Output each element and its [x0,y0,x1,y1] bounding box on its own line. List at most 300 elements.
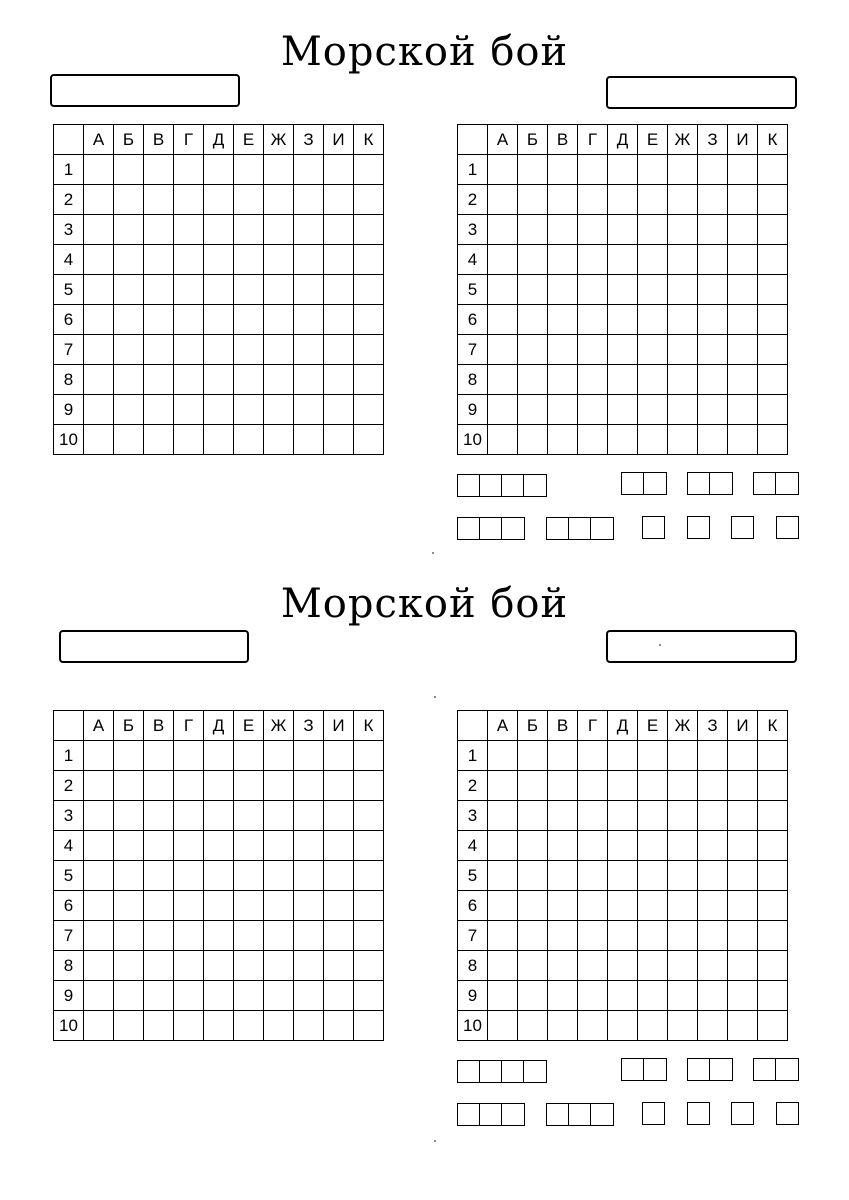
board-cell[interactable] [144,335,174,365]
board-cell[interactable] [638,861,668,891]
board-cell[interactable] [354,771,384,801]
board-cell[interactable] [518,1011,548,1041]
board-cell[interactable] [264,275,294,305]
board-cell[interactable] [204,365,234,395]
board-cell[interactable] [608,1011,638,1041]
board-cell[interactable] [758,335,788,365]
board-cell[interactable] [518,155,548,185]
board-cell[interactable] [668,245,698,275]
board-cell[interactable] [638,951,668,981]
board-cell[interactable] [758,861,788,891]
board-cell[interactable] [488,771,518,801]
board-cell[interactable] [758,801,788,831]
board-cell[interactable] [144,365,174,395]
board-cell[interactable] [114,395,144,425]
board-cell[interactable] [488,951,518,981]
board-cell[interactable] [518,981,548,1011]
board-cell[interactable] [758,395,788,425]
board-cell[interactable] [608,395,638,425]
board-cell[interactable] [638,891,668,921]
board-cell[interactable] [264,1011,294,1041]
board-cell[interactable] [324,365,354,395]
ship-deck[interactable] [502,475,524,496]
board-cell[interactable] [234,365,264,395]
board-cell[interactable] [488,245,518,275]
board-cell[interactable] [638,425,668,455]
board-cell[interactable] [488,801,518,831]
board-cell[interactable] [548,245,578,275]
board-cell[interactable] [548,305,578,335]
ship-marker-destroyer[interactable] [621,1058,667,1081]
board-cell[interactable] [668,1011,698,1041]
board-cell[interactable] [354,1011,384,1041]
board-cell[interactable] [294,365,324,395]
ship-deck[interactable] [569,1104,591,1125]
board-cell[interactable] [728,771,758,801]
board-cell[interactable] [324,1011,354,1041]
board-cell[interactable] [548,771,578,801]
board-cell[interactable] [294,891,324,921]
board-cell[interactable] [324,861,354,891]
board-cell[interactable] [608,215,638,245]
board-cell[interactable] [84,951,114,981]
board-cell[interactable] [698,741,728,771]
board-cell[interactable] [84,395,114,425]
board-cell[interactable] [518,365,548,395]
board-cell[interactable] [638,245,668,275]
board-cell[interactable] [638,831,668,861]
board-cell[interactable] [324,275,354,305]
ship-marker-destroyer[interactable] [753,1058,799,1081]
board-cell[interactable] [114,215,144,245]
board-cell[interactable] [264,831,294,861]
board-cell[interactable] [728,1011,758,1041]
board-cell[interactable] [578,741,608,771]
board-cell[interactable] [578,801,608,831]
board-cell[interactable] [608,335,638,365]
ship-deck[interactable] [458,1104,480,1125]
ship-marker-submarine[interactable] [642,516,665,539]
ship-marker-cruiser[interactable] [546,517,614,540]
board-cell[interactable] [324,335,354,365]
board-cell[interactable] [488,275,518,305]
board-cell[interactable] [174,305,204,335]
board-cell[interactable] [324,801,354,831]
ship-deck[interactable] [524,475,546,496]
board-cell[interactable] [234,245,264,275]
board-cell[interactable] [488,891,518,921]
board-cell[interactable] [144,861,174,891]
board-cell[interactable] [668,365,698,395]
board-cell[interactable] [578,951,608,981]
board-cell[interactable] [264,921,294,951]
board-cell[interactable] [84,771,114,801]
board-cell[interactable] [518,215,548,245]
board-cell[interactable] [354,185,384,215]
board-cell[interactable] [728,981,758,1011]
board-cell[interactable] [578,305,608,335]
board-cell[interactable] [354,801,384,831]
board-cell[interactable] [114,921,144,951]
board-cell[interactable] [324,215,354,245]
board-cell[interactable] [234,275,264,305]
ship-deck[interactable] [591,518,613,539]
board-cell[interactable] [144,395,174,425]
board-cell[interactable] [578,771,608,801]
board-cell[interactable] [548,155,578,185]
board-cell[interactable] [114,861,144,891]
board-cell[interactable] [698,215,728,245]
board-cell[interactable] [204,861,234,891]
board-cell[interactable] [84,921,114,951]
board-cell[interactable] [698,365,728,395]
board-cell[interactable] [84,275,114,305]
ship-deck[interactable] [480,1061,502,1082]
board-cell[interactable] [728,801,758,831]
board-cell[interactable] [114,771,144,801]
board-cell[interactable] [488,365,518,395]
board-cell[interactable] [324,771,354,801]
board-cell[interactable] [578,921,608,951]
board-cell[interactable] [518,275,548,305]
board-cell[interactable] [174,771,204,801]
board-cell[interactable] [728,425,758,455]
board-cell[interactable] [264,215,294,245]
board-cell[interactable] [668,395,698,425]
board-cell[interactable] [668,771,698,801]
board-cell[interactable] [204,831,234,861]
board-cell[interactable] [174,335,204,365]
board-cell[interactable] [114,155,144,185]
board-cell[interactable] [758,155,788,185]
board-cell[interactable] [144,215,174,245]
board-cell[interactable] [174,741,204,771]
board-cell[interactable] [354,891,384,921]
board-cell[interactable] [294,185,324,215]
board-cell[interactable] [234,741,264,771]
board-cell[interactable] [728,891,758,921]
board-cell[interactable] [638,981,668,1011]
ship-deck[interactable] [480,1104,502,1125]
ship-deck[interactable] [644,1059,666,1080]
board-cell[interactable] [174,981,204,1011]
board-cell[interactable] [204,335,234,365]
board-cell[interactable] [234,921,264,951]
board-cell[interactable] [638,305,668,335]
board-cell[interactable] [518,831,548,861]
board-cell[interactable] [144,801,174,831]
board-cell[interactable] [758,425,788,455]
board-cell[interactable] [488,335,518,365]
board-cell[interactable] [204,155,234,185]
board-cell[interactable] [638,365,668,395]
board-cell[interactable] [324,981,354,1011]
board-cell[interactable] [488,305,518,335]
board-cell[interactable] [354,395,384,425]
board-cell[interactable] [324,305,354,335]
board-cell[interactable] [234,305,264,335]
ship-deck[interactable] [754,1059,776,1080]
board-cell[interactable] [294,215,324,245]
sheet-2-player-name-field[interactable] [59,630,249,663]
board-cell[interactable] [174,425,204,455]
board-cell[interactable] [698,185,728,215]
board-cell[interactable] [84,425,114,455]
board-cell[interactable] [728,395,758,425]
board-cell[interactable] [264,395,294,425]
board-cell[interactable] [548,215,578,245]
board-cell[interactable] [728,951,758,981]
board-cell[interactable] [234,155,264,185]
ship-deck[interactable] [688,1059,710,1080]
board-cell[interactable] [638,395,668,425]
board-cell[interactable] [264,155,294,185]
ship-deck[interactable] [458,1061,480,1082]
ship-deck[interactable] [480,518,502,539]
board-cell[interactable] [548,275,578,305]
ship-marker-submarine[interactable] [687,516,710,539]
board-cell[interactable] [518,801,548,831]
board-cell[interactable] [608,245,638,275]
board-cell[interactable] [548,395,578,425]
board-cell[interactable] [608,861,638,891]
board-cell[interactable] [578,245,608,275]
board-cell[interactable] [234,861,264,891]
board-cell[interactable] [174,395,204,425]
ship-deck[interactable] [732,1103,753,1124]
ship-deck[interactable] [502,1061,524,1082]
board-cell[interactable] [578,861,608,891]
board-cell[interactable] [354,425,384,455]
board-cell[interactable] [294,951,324,981]
ship-deck[interactable] [643,1103,664,1124]
ship-marker-cruiser[interactable] [546,1103,614,1126]
board-cell[interactable] [294,275,324,305]
board-cell[interactable] [174,861,204,891]
board-cell[interactable] [234,1011,264,1041]
board-cell[interactable] [758,891,788,921]
board-cell[interactable] [608,741,638,771]
board-cell[interactable] [698,921,728,951]
board-cell[interactable] [204,185,234,215]
board-cell[interactable] [548,861,578,891]
ship-marker-cruiser[interactable] [457,1103,525,1126]
board-cell[interactable] [264,981,294,1011]
board-cell[interactable] [294,335,324,365]
board-cell[interactable] [548,891,578,921]
board-cell[interactable] [728,245,758,275]
board-cell[interactable] [84,305,114,335]
board-cell[interactable] [518,425,548,455]
board-cell[interactable] [488,741,518,771]
board-cell[interactable] [758,981,788,1011]
ship-deck[interactable] [502,518,524,539]
board-cell[interactable] [144,275,174,305]
board-cell[interactable] [728,185,758,215]
board-cell[interactable] [174,951,204,981]
board-cell[interactable] [548,741,578,771]
board-cell[interactable] [114,741,144,771]
board-cell[interactable] [758,275,788,305]
board-cell[interactable] [698,861,728,891]
ship-marker-submarine[interactable] [776,516,799,539]
ship-deck[interactable] [458,475,480,496]
board-cell[interactable] [488,831,518,861]
board-cell[interactable] [294,831,324,861]
board-cell[interactable] [638,741,668,771]
board-cell[interactable] [84,365,114,395]
board-cell[interactable] [264,245,294,275]
board-cell[interactable] [668,921,698,951]
board-cell[interactable] [758,771,788,801]
board-cell[interactable] [114,801,144,831]
board-cell[interactable] [518,185,548,215]
board-cell[interactable] [294,801,324,831]
board-cell[interactable] [638,275,668,305]
board-cell[interactable] [84,741,114,771]
board-cell[interactable] [204,801,234,831]
board-cell[interactable] [84,245,114,275]
sheet-1-opponent-name-field[interactable] [606,76,797,109]
board-cell[interactable] [728,831,758,861]
board-cell[interactable] [698,245,728,275]
board-cell[interactable] [84,801,114,831]
board-cell[interactable] [608,771,638,801]
board-cell[interactable] [578,981,608,1011]
ship-deck[interactable] [502,1104,524,1125]
board-cell[interactable] [548,1011,578,1041]
board-cell[interactable] [204,771,234,801]
ship-deck[interactable] [776,473,798,494]
board-cell[interactable] [518,245,548,275]
ship-marker-cruiser[interactable] [457,517,525,540]
board-cell[interactable] [608,185,638,215]
board-cell[interactable] [114,245,144,275]
ship-deck[interactable] [776,1059,798,1080]
board-cell[interactable] [578,155,608,185]
board-cell[interactable] [668,305,698,335]
board-cell[interactable] [698,981,728,1011]
ship-deck[interactable] [688,1103,709,1124]
board-cell[interactable] [668,335,698,365]
board-cell[interactable] [668,185,698,215]
board-cell[interactable] [548,951,578,981]
board-cell[interactable] [488,1011,518,1041]
board-cell[interactable] [488,425,518,455]
board-cell[interactable] [608,275,638,305]
board-cell[interactable] [758,215,788,245]
board-cell[interactable] [204,305,234,335]
board-cell[interactable] [578,215,608,245]
board-cell[interactable] [608,801,638,831]
board-cell[interactable] [264,365,294,395]
board-cell[interactable] [608,921,638,951]
board-cell[interactable] [354,981,384,1011]
board-cell[interactable] [728,215,758,245]
ship-marker-submarine[interactable] [776,1102,799,1125]
board-cell[interactable] [668,831,698,861]
board-cell[interactable] [324,741,354,771]
ship-deck[interactable] [524,1061,546,1082]
board-cell[interactable] [518,951,548,981]
board-cell[interactable] [518,305,548,335]
board-cell[interactable] [608,305,638,335]
board-cell[interactable] [578,275,608,305]
board-cell[interactable] [114,425,144,455]
board-cell[interactable] [264,305,294,335]
board-cell[interactable] [728,275,758,305]
board-cell[interactable] [174,1011,204,1041]
board-cell[interactable] [234,335,264,365]
board-cell[interactable] [638,335,668,365]
board-cell[interactable] [204,1011,234,1041]
board-cell[interactable] [114,305,144,335]
board-cell[interactable] [234,801,264,831]
board-cell[interactable] [758,921,788,951]
ship-marker-battleship[interactable] [457,1060,547,1083]
board-cell[interactable] [84,891,114,921]
board-cell[interactable] [114,891,144,921]
board-cell[interactable] [698,155,728,185]
board-cell[interactable] [608,981,638,1011]
board-cell[interactable] [204,951,234,981]
board-cell[interactable] [354,921,384,951]
board-cell[interactable] [294,981,324,1011]
board-cell[interactable] [758,951,788,981]
ship-deck[interactable] [754,473,776,494]
board-cell[interactable] [668,275,698,305]
ship-deck[interactable] [688,473,710,494]
board-cell[interactable] [698,831,728,861]
board-cell[interactable] [608,951,638,981]
board-cell[interactable] [294,861,324,891]
board-cell[interactable] [578,831,608,861]
board-cell[interactable] [174,185,204,215]
board-cell[interactable] [354,215,384,245]
board-cell[interactable] [638,771,668,801]
board-cell[interactable] [264,891,294,921]
ship-deck[interactable] [458,518,480,539]
board-cell[interactable] [174,275,204,305]
board-cell[interactable] [638,215,668,245]
board-cell[interactable] [518,861,548,891]
board-cell[interactable] [638,1011,668,1041]
board-cell[interactable] [84,831,114,861]
board-cell[interactable] [114,365,144,395]
board-cell[interactable] [668,951,698,981]
board-cell[interactable] [234,981,264,1011]
board-cell[interactable] [758,185,788,215]
board-cell[interactable] [264,951,294,981]
board-cell[interactable] [264,335,294,365]
board-cell[interactable] [174,921,204,951]
ship-marker-submarine[interactable] [731,516,754,539]
board-cell[interactable] [114,951,144,981]
board-cell[interactable] [84,981,114,1011]
board-cell[interactable] [324,395,354,425]
ship-deck[interactable] [732,517,753,538]
board-cell[interactable] [174,245,204,275]
board-cell[interactable] [174,215,204,245]
board-cell[interactable] [354,741,384,771]
board-cell[interactable] [668,981,698,1011]
board-cell[interactable] [144,155,174,185]
ship-marker-submarine[interactable] [687,1102,710,1125]
board-cell[interactable] [264,425,294,455]
board-cell[interactable] [204,891,234,921]
board-cell[interactable] [294,771,324,801]
sheet-1-player-name-field[interactable] [50,74,240,107]
